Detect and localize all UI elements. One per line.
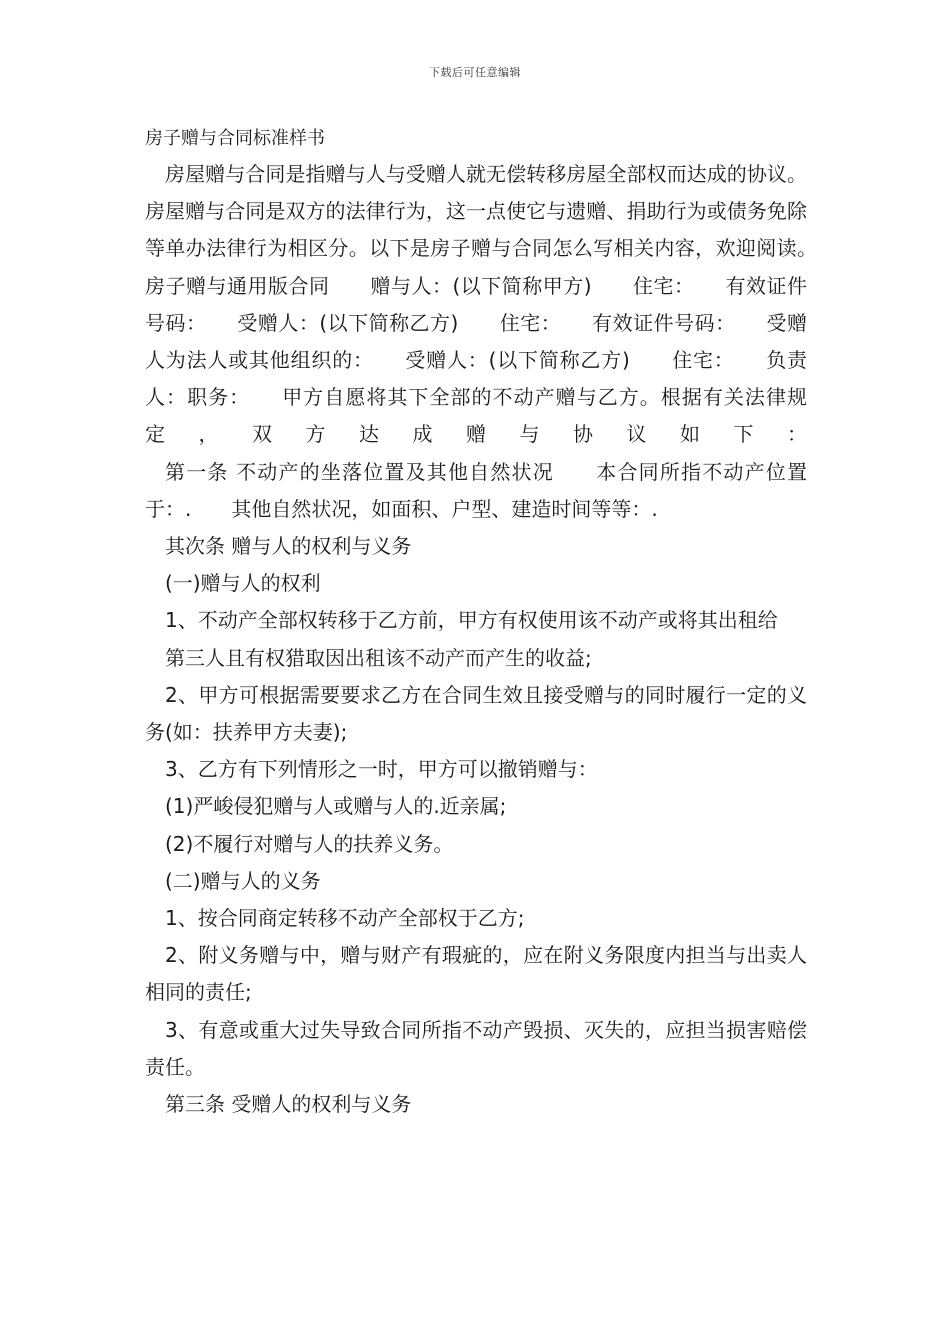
paragraph-donor-duties-heading: (二)赠与人的义务 [165,868,321,893]
paragraph-donor-duty-2: 2、附义务赠与中，赠与财产有瑕疵的，应在附义务限度内担当与出卖人相同的责任; [145,943,807,1005]
paragraph-article-2-heading: 其次条 赠与人的权利与义务 [165,534,412,559]
document-title: 房子赠与合同标准样书 [145,128,325,149]
document-body [145,156,847,1123]
paragraph-donor-right-3: 3、乙方有下列情形之一时，甲方可以撤销赠与： [165,757,598,782]
paragraph-donor-right-3-item-2: (2)不履行对赠与人的扶养义务。 [165,831,454,856]
paragraph-donor-duty-1: 1、按合同商定转移不动产全部权于乙方; [165,906,525,931]
paragraph-intro: 房屋赠与合同是指赠与人与受赠人就无偿转移房屋全部权而达成的协议。房屋赠与合同是双方的法律行为，这一点使它与遗赠、捐助行为或债务免除等单办法律行为相区分。以下是房子赠与合同怎么写相关内容，欢迎阅读。 房子赠与通用版合同 赠与人：(以下简称甲方) 住宅： 有效证件号码： 受赠人：(以下简称乙方) 住宅： 有效证件号码： 受赠人为法人或其他组织的： 受赠人：(以下简称乙方) 住宅： 负责人：职务： 甲方自愿将其下全部的不动产赠与乙方。根据有关法律规定，双方达成赠与协议如下： [145,162,847,447]
paragraph-donor-right-2: 2、甲方可根据需要要求乙方在合同生效且接受赠与的同时履行一定的义务(如：扶养甲方夫妻); [145,682,807,745]
page-header-note: 下载后可任意编辑 [429,66,521,79]
paragraph-article-1: 第一条 不动产的坐落位置及其他自然状况 本合同所指不动产位置于：. 其他自然状况，如面积、户型、建造时间等等：. [145,459,807,521]
paragraph-donor-duty-3: 3、有意或重大过失导致合同所指不动产毁损、灭失的，应担当损害赔偿责任。 [145,1017,807,1079]
paragraph-donor-right-1: 1、不动产全部权转移于乙方前，甲方有权使用该不动产或将其出租给 [165,608,778,633]
paragraph-article-3-heading: 第三条 受赠人的权利与义务 [165,1092,412,1117]
paragraph-donor-right-1-cont: 第三人且有权猎取因出租该不动产而产生的收益; [165,645,592,670]
paragraph-donor-right-3-item-1: (1)严峻侵犯赠与人或赠与人的.近亲属; [165,794,507,819]
paragraph-donor-rights-heading: (一)赠与人的权利 [165,571,321,596]
